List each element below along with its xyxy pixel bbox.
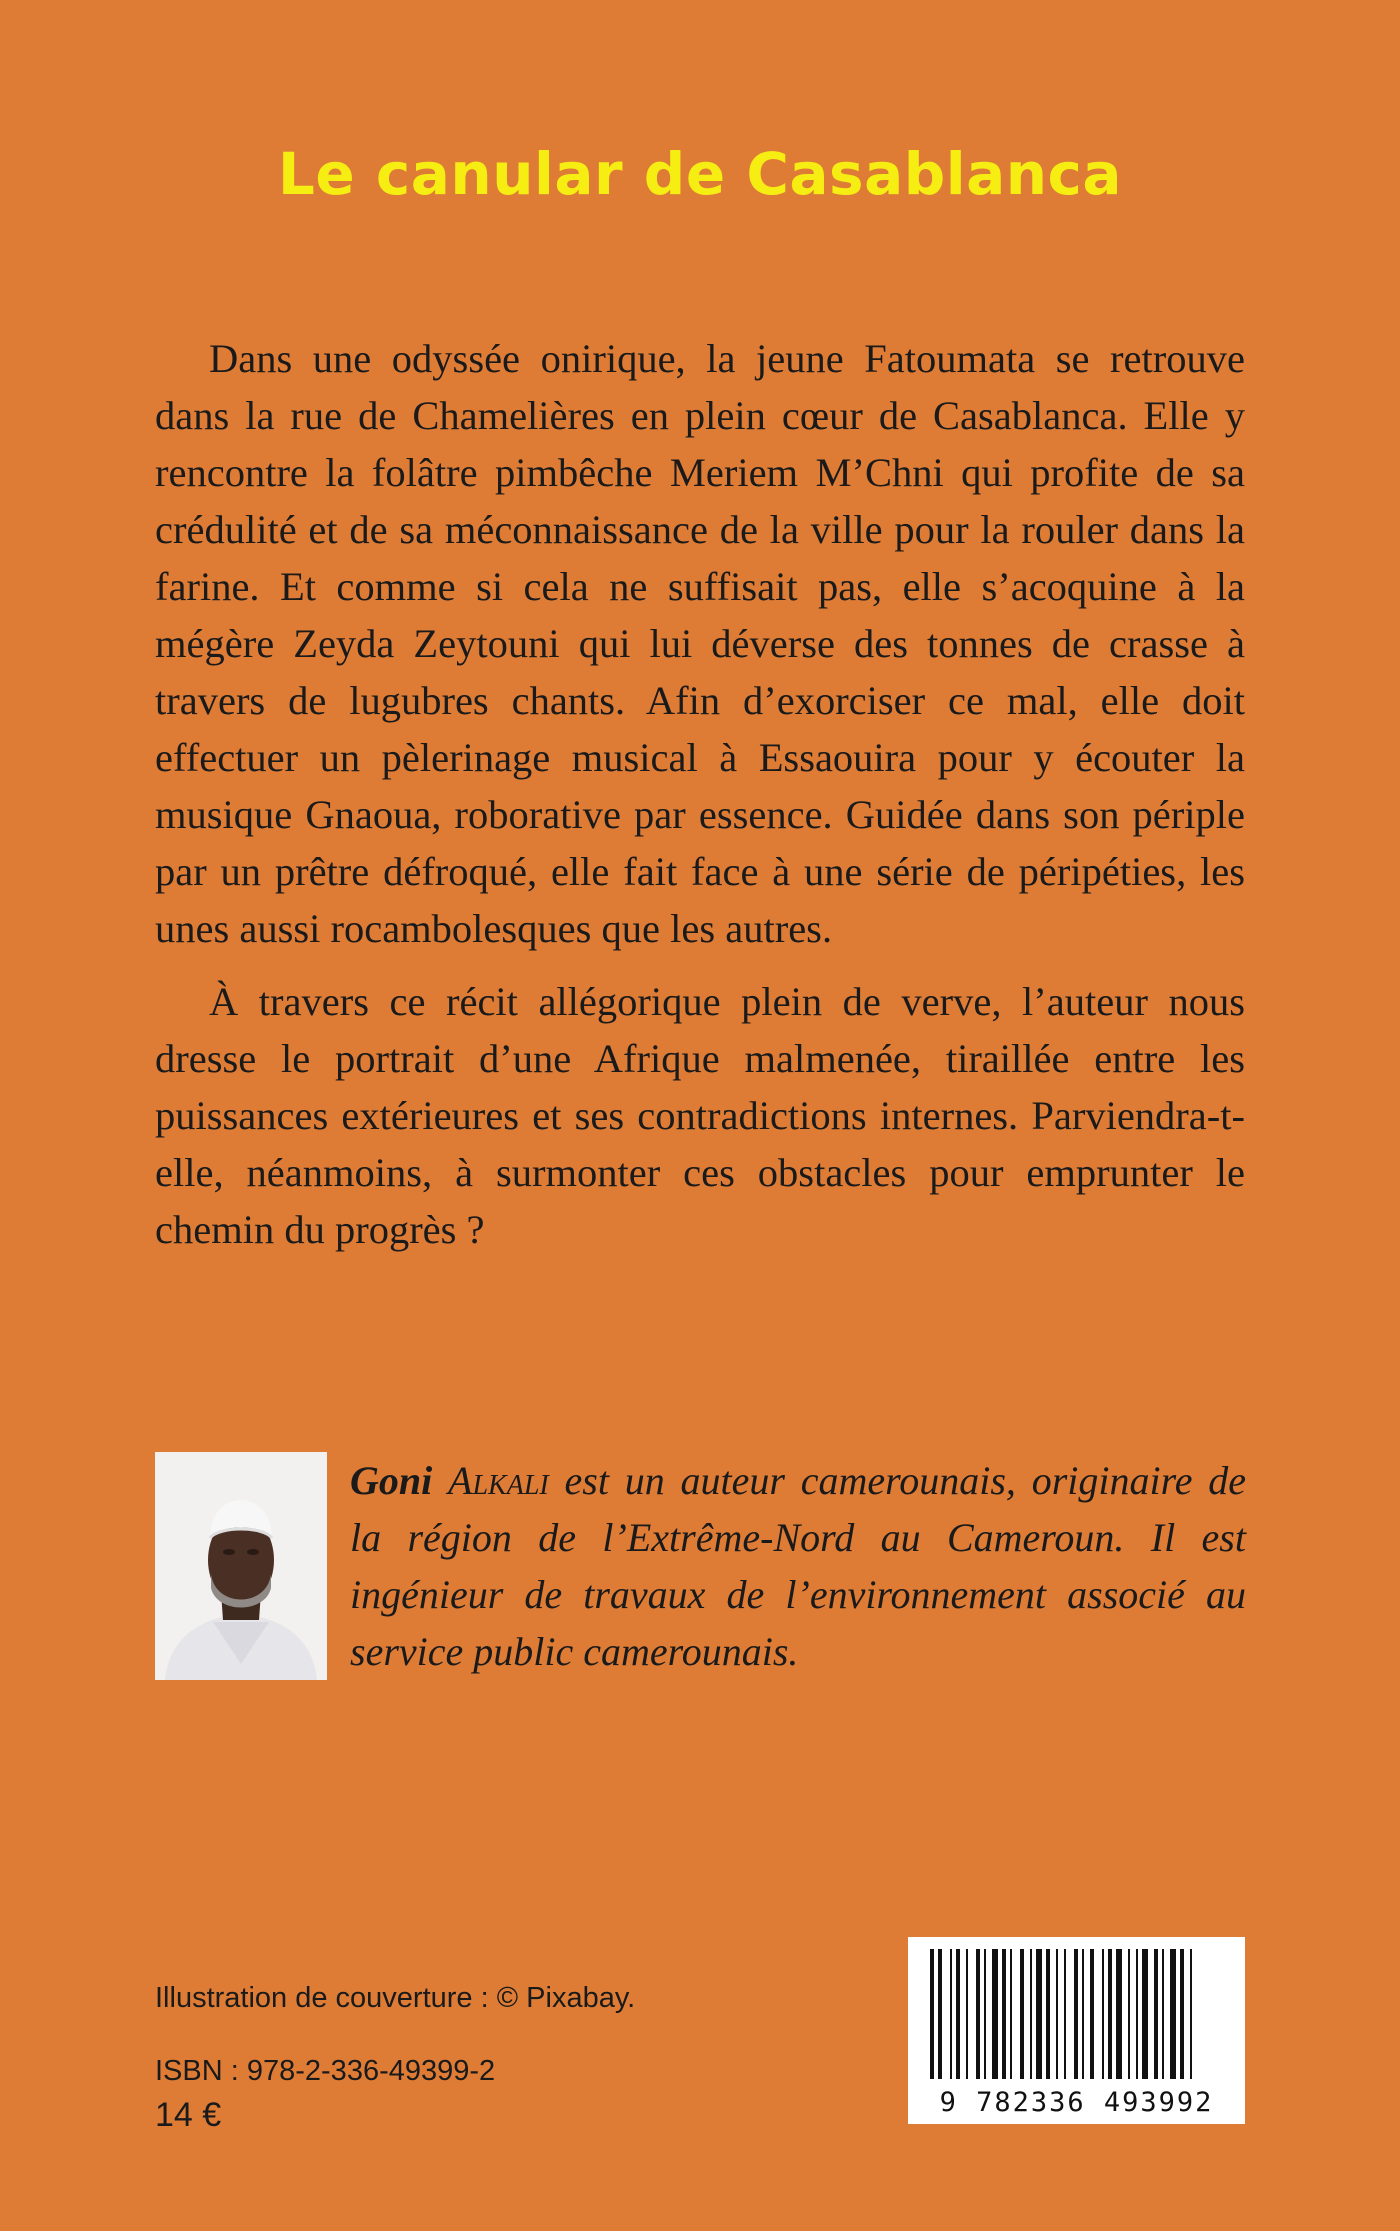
- author-bio: [350, 1452, 1246, 1680]
- barcode-bars: [908, 1937, 1245, 2087]
- price: 14 €: [155, 2096, 222, 2134]
- author-last-name: Alkali: [448, 1458, 549, 1503]
- isbn-barcode: [908, 1937, 1245, 2124]
- author-portrait-image: [155, 1452, 327, 1680]
- back-cover-synopsis: [155, 330, 1245, 1258]
- author-photo: [155, 1452, 327, 1680]
- author-first-name: Goni: [350, 1458, 433, 1503]
- book-title: Le canular de Casablanca: [277, 140, 1123, 208]
- author-bio-text: est un auteur camerounais, originaire de la région de l’Extrême-Nord au Cameroun. Il est ingénieur de travaux de l’environnement associé au service public camerounais.: [350, 1458, 1246, 1674]
- isbn: ISBN : 978-2-336-49399-2: [155, 2055, 496, 2087]
- illustration-credit: Illustration de couverture : © Pixabay.: [155, 1982, 636, 2014]
- synopsis-paragraph: Dans une odyssée onirique, la jeune Fatoumata se retrouve dans la rue de Chamelières en plein cœur de Casablanca. Elle y rencontre la folâtre pimbêche Meriem M’Chni qui profite de sa crédulité et de sa méconnaissance de la ville pour la rouler dans la farine. Et comme si cela ne suffisait pas, elle s’acoquine à la mégère Zeyda Zeytouni qui lui déverse des tonnes de crasse à travers de lugubres chants. Afin d’exorciser ce mal, elle doit effectuer un pèlerinage musical à Essaouira pour y écouter la musique Gnaoua, roborative par essence. Guidée dans son périple par un prêtre défroqué, elle fait face à une série de péripéties, les unes aussi rocambolesques que les autres.: [155, 336, 1245, 951]
- barcode-digits: 9 782336 493992: [939, 2087, 1214, 2118]
- synopsis-paragraph: À travers ce récit allégorique plein de verve, l’auteur nous dresse le portrait d’une Afrique malmenée, tiraillée entre les puissances extérieures et ses contradictions internes. Parviendra-t-elle, néanmoins, à surmonter ces obstacles pour emprunter le chemin du progrès ?: [155, 979, 1245, 1252]
